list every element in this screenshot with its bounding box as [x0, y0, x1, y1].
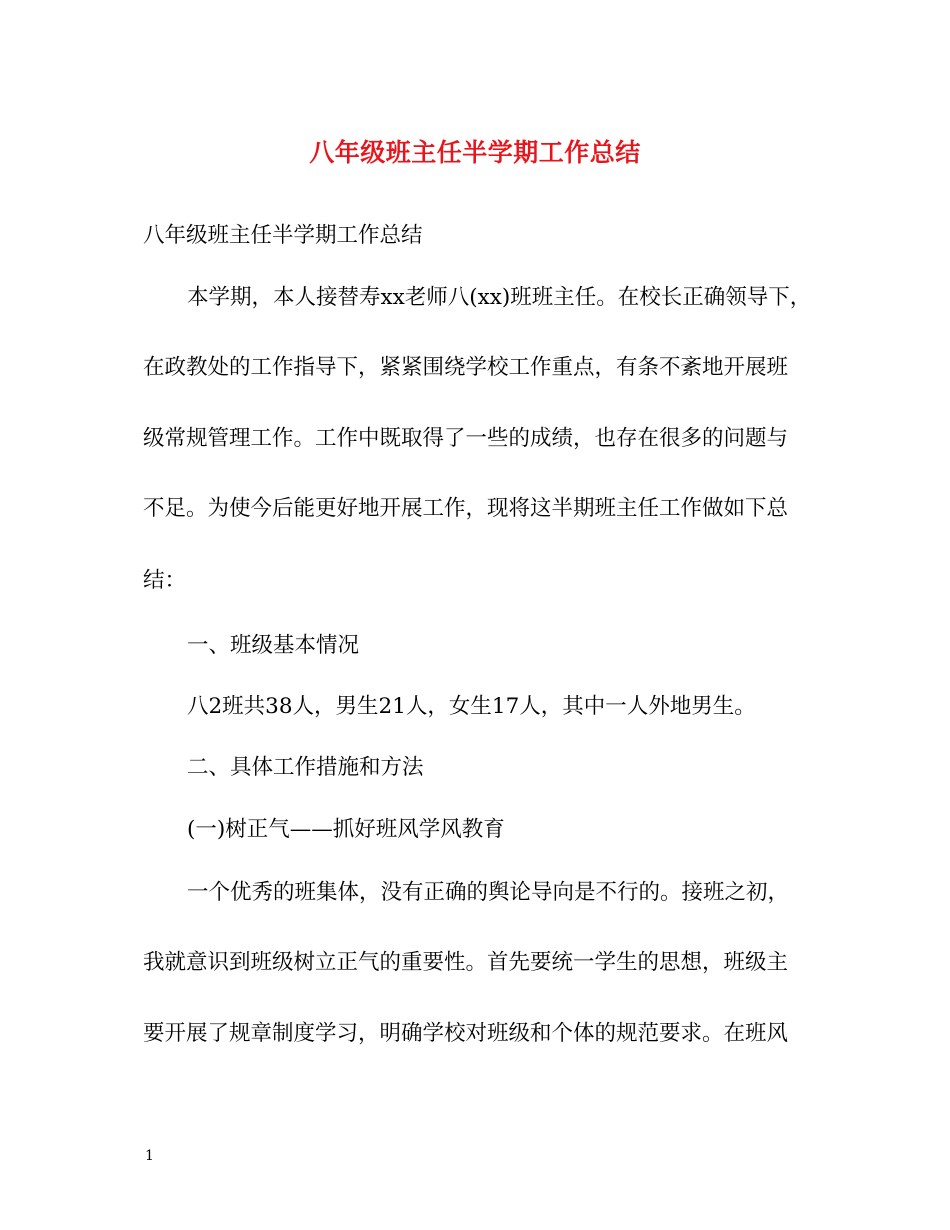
- section-heading-1: 一、班级基本情况: [187, 633, 360, 658]
- section-heading-2: 二、具体工作措施和方法: [187, 755, 424, 780]
- paragraph-line-7: 我就意识到班级树立正气的重要性。首先要统一学生的思想，班级主: [143, 950, 789, 975]
- class-info-line: 八2班共38人，男生21人，女生17人，其中一人外地男生。: [187, 694, 756, 719]
- subtitle-line: 八年级班主任半学期工作总结: [143, 223, 423, 248]
- subsection-heading-1: (一)树正气——抓好班风学风教育: [187, 817, 505, 842]
- paragraph-line-4: 不足。为使今后能更好地开展工作，现将这半期班主任工作做如下总: [143, 496, 789, 521]
- paragraph-line-5: 结：: [143, 568, 187, 593]
- page-number: 1: [145, 1148, 154, 1164]
- document-title: 八年级班主任半学期工作总结: [309, 138, 641, 167]
- paragraph-line-3: 级常规管理工作。工作中既取得了一些的成绩，也存在很多的问题与: [143, 426, 789, 451]
- paragraph-line-6: 一个优秀的班集体，没有正确的舆论导向是不行的。接班之初，: [187, 880, 790, 905]
- paragraph-line-2: 在政教处的工作指导下，紧紧围绕学校工作重点，有条不紊地开展班: [143, 355, 789, 380]
- paragraph-line-8: 要开展了规章制度学习，明确学校对班级和个体的规范要求。在班风: [143, 1021, 789, 1046]
- paragraph-line-1: 本学期，本人接替寿xx老师八(xx)班班主任。在校长正确领导下，: [187, 285, 812, 310]
